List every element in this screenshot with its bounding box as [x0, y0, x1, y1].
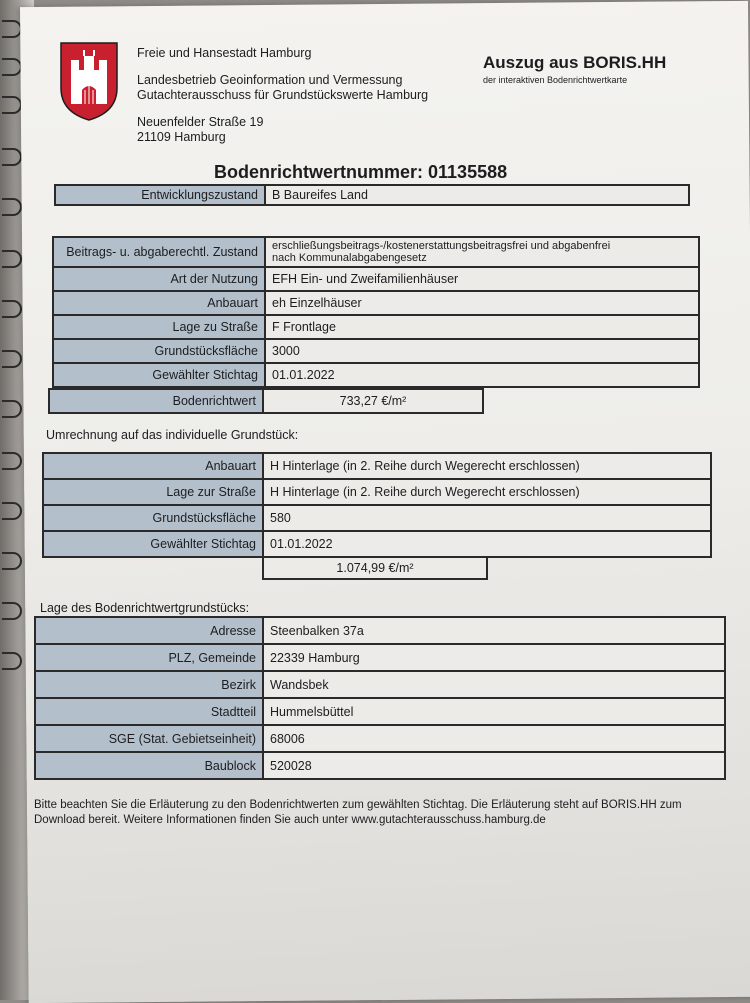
binder-ring-icon [2, 198, 22, 216]
binder-ring-icon [2, 452, 22, 470]
location-value: 22339 Hamburg [263, 644, 725, 671]
binder-ring-icon [2, 350, 22, 368]
binder-ring-icon [2, 652, 22, 670]
table-row [35, 644, 725, 671]
table-row [55, 185, 689, 205]
conversion-result: 1.074,99 €/m² [262, 556, 488, 580]
boris-subtitle: der interaktiven Bodenrichtwertkarte [483, 75, 628, 85]
attribute-value: EFH Ein- und Zweifamilienhäuser [265, 267, 699, 291]
table-row [53, 315, 699, 339]
land-value-label: Bodenrichtwert [49, 389, 263, 413]
location-label: SGE (Stat. Gebietseinheit) [35, 725, 263, 752]
table-row [35, 752, 725, 779]
attribute-value-line: erschließungsbeitrags-/kostenerstattungsbeitragsfrei und abgabenfrei [272, 240, 611, 252]
location-label: Adresse [35, 617, 263, 644]
binder-ring-icon [2, 400, 22, 418]
footer-line: Download bereit. Weitere Informationen finden Sie auch unter www.gutachterausschuss.hamburg.de [34, 814, 546, 826]
binder-ring-icon [2, 552, 22, 570]
location-value: Hummelsbüttel [263, 698, 725, 725]
issuer-block [137, 46, 428, 145]
binder-ring-icon [2, 502, 22, 520]
location-table [34, 616, 726, 780]
attribute-label: Art der Nutzung [53, 267, 265, 291]
issuer-city: Freie und Hansestadt Hamburg [137, 46, 312, 60]
document-heading: Bodenrichtwertnummer: 01135588 [214, 162, 508, 182]
table-row [43, 479, 711, 505]
footer-line: Bitte beachten Sie die Erläuterung zu den Bodenrichtwerten zum gewählten Stichtag. Die Erläuterung steht auf BORIS.HH zum [34, 799, 682, 811]
location-caption: Lage des Bodenrichtwertgrundstücks: [40, 601, 250, 615]
conversion-value: 580 [263, 505, 711, 531]
binder-ring-icon [2, 148, 22, 166]
issuer-committee: Gutachterausschuss für Grundstückswerte Hamburg [137, 88, 429, 102]
binder-ring-icon [2, 20, 22, 38]
attribute-value [265, 237, 699, 267]
footer-note [34, 798, 734, 828]
table-row [53, 291, 699, 315]
table-row [35, 698, 725, 725]
location-label: PLZ, Gemeinde [35, 644, 263, 671]
table-row [53, 363, 699, 387]
table-row [53, 237, 699, 267]
attribute-value: 01.01.2022 [265, 363, 699, 387]
attribute-value-line: nach Kommunalabgabengesetz [272, 252, 427, 264]
table-row [35, 617, 725, 644]
conversion-value: H Hinterlage (in 2. Reihe durch Wegerecht erschlossen) [263, 453, 711, 479]
development-value: B Baureifes Land [265, 185, 689, 205]
issuer-postal: 21109 Hamburg [137, 130, 226, 144]
location-value: Steenbalken 37a [263, 617, 725, 644]
location-label: Stadtteil [35, 698, 263, 725]
attribute-label: Lage zu Straße [53, 315, 265, 339]
conversion-value: 01.01.2022 [263, 531, 711, 557]
binder-ring-icon [2, 300, 22, 318]
binder-ring-icon [2, 250, 22, 268]
location-value: 520028 [263, 752, 725, 779]
table-row [35, 671, 725, 698]
conversion-value: H Hinterlage (in 2. Reihe durch Wegerecht erschlossen) [263, 479, 711, 505]
location-label: Bezirk [35, 671, 263, 698]
attributes-table [52, 236, 700, 388]
attribute-label: Grundstücksfläche [53, 339, 265, 363]
development-label: Entwicklungszustand [55, 185, 265, 205]
location-label: Baublock [35, 752, 263, 779]
development-table [54, 184, 690, 206]
location-value: Wandsbek [263, 671, 725, 698]
hamburg-crest-icon [58, 40, 120, 122]
attribute-value: F Frontlage [265, 315, 699, 339]
issuer-agency: Landesbetrieb Geoinformation und Vermessung [137, 73, 403, 87]
attribute-value: eh Einzelhäuser [265, 291, 699, 315]
attribute-label: Anbauart [53, 291, 265, 315]
table-row [43, 531, 711, 557]
conversion-label: Anbauart [43, 453, 263, 479]
boris-title-block [483, 53, 666, 85]
conversion-caption: Umrechnung auf das individuelle Grundstück: [46, 428, 299, 442]
location-value: 68006 [263, 725, 725, 752]
attribute-label: Beitrags- u. abgaberechtl. Zustand [53, 237, 265, 267]
table-row [53, 339, 699, 363]
table-row [53, 267, 699, 291]
binder-ring-icon [2, 96, 22, 114]
conversion-table [42, 452, 712, 558]
conversion-label: Gewählter Stichtag [43, 531, 263, 557]
land-value-amount: 733,27 €/m² [263, 389, 483, 413]
attribute-value: 3000 [265, 339, 699, 363]
binder-ring-icon [2, 58, 22, 76]
table-row [49, 389, 483, 413]
attribute-label: Gewählter Stichtag [53, 363, 265, 387]
table-row [43, 505, 711, 531]
table-row [35, 725, 725, 752]
issuer-street: Neuenfelder Straße 19 [137, 115, 264, 129]
conversion-label: Grundstücksfläche [43, 505, 263, 531]
conversion-label: Lage zur Straße [43, 479, 263, 505]
land-value-table [48, 388, 484, 414]
boris-title: Auszug aus BORIS.HH [483, 53, 667, 72]
binder-ring-icon [2, 602, 22, 620]
table-row [43, 453, 711, 479]
